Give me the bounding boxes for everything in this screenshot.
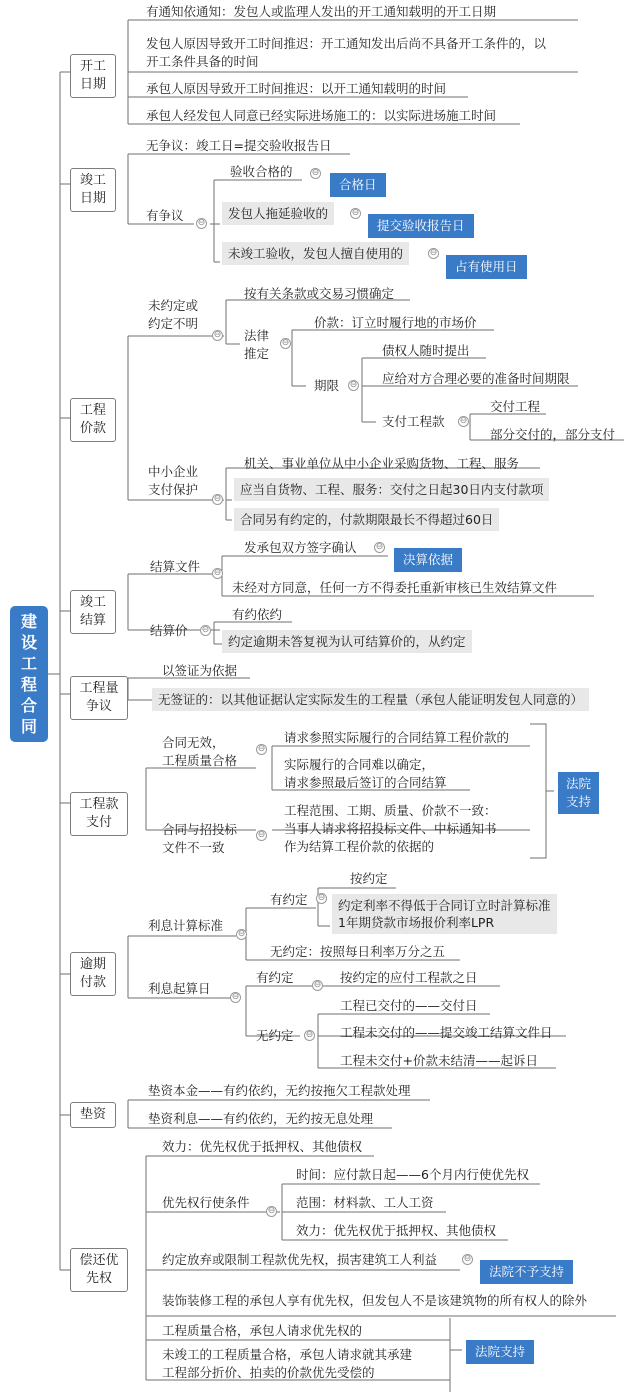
- quantity-item: 以签证为依据: [162, 663, 238, 678]
- condition-item: 时间：应付款日起——6个月内行使优先权: [296, 1167, 529, 1182]
- collapse-toggle-icon[interactable]: ⊖: [463, 1254, 472, 1264]
- category-project-price[interactable]: 工程 价款: [70, 398, 116, 442]
- collapse-toggle-icon[interactable]: ⊖: [351, 208, 360, 218]
- invalid-contract-label: 合同无效， 工程质量合格: [162, 735, 238, 768]
- collapse-toggle-icon[interactable]: ⊖: [257, 830, 266, 840]
- collapse-toggle-icon[interactable]: ⊖: [311, 168, 320, 178]
- priority-item: 装饰装修工程的承包人享有优先权，但发包人不是该建筑物的所有权人的除外: [162, 1293, 588, 1308]
- collapse-toggle-icon[interactable]: ⊖: [213, 330, 222, 340]
- category-overdue-payment[interactable]: 逾期 付款: [70, 952, 116, 996]
- collapse-toggle-icon[interactable]: ⊖: [429, 248, 438, 258]
- legal-presumption: 法律 推定: [244, 328, 270, 361]
- price-item: 价款：订立时履行地的市场价: [314, 315, 477, 330]
- interest-start-label: 利息起算日: [148, 981, 211, 996]
- settlement-price-label: 结算价: [150, 623, 188, 638]
- settlement-item: 有约依约: [232, 607, 283, 622]
- overdue-item: 按约定: [350, 871, 388, 886]
- tag-qualified-date: 合格日: [330, 173, 386, 197]
- collapse-toggle-icon[interactable]: ⊖: [459, 416, 468, 426]
- pay-item: 交付工程: [490, 399, 541, 414]
- collapse-toggle-icon[interactable]: ⊖: [257, 744, 266, 754]
- category-advance-funding[interactable]: 垫资: [70, 1102, 116, 1128]
- priority-item: 工程质量合格，承包人请求优先权的: [162, 1323, 363, 1338]
- dispute-item: 发包人拖延验收的: [222, 202, 334, 225]
- payment-item: 工程范围、工期、质量、价款不一致： 当事人请求将招投标文件、中标通知书 作为结算工程价款的依据的: [284, 803, 497, 854]
- dispute-label: 有争议: [146, 208, 184, 223]
- collapse-toggle-icon[interactable]: ⊖: [213, 568, 222, 578]
- quantity-item: 无签证的：以其他证据认定实际发生的工程量（承包人能证明发包人同意的）: [152, 688, 589, 711]
- category-final-settlement[interactable]: 竣工 结算: [70, 590, 116, 634]
- sme-item: 应当自货物、工程、服务：交付之日起30日内支付款项: [234, 478, 549, 501]
- settlement-item: 发承包双方签字确认: [244, 540, 357, 555]
- category-start-date[interactable]: 开工 日期: [70, 54, 116, 98]
- pay-item: 部分交付的，部分支付: [490, 427, 616, 442]
- start-none-label: 无约定: [256, 1028, 294, 1043]
- start-date-item: 有通知依通知：发包人或监理人发出的开工通知载明的开工日期: [146, 4, 497, 19]
- overdue-item: 按约定的应付工程款之日: [340, 970, 478, 985]
- condition-item: 效力：优先权优于抵押权、其他债权: [296, 1223, 497, 1238]
- overdue-item: 约定利率不得低于合同订立时計算标准 1年期贷款市场报价利率LPR: [332, 894, 557, 934]
- collapse-toggle-icon[interactable]: ⊖: [375, 542, 384, 552]
- collapse-toggle-icon[interactable]: ⊖: [349, 380, 358, 390]
- payment-item: 实际履行的合同难以确定， 请求参照最后签订的合同结算: [284, 757, 447, 790]
- collapse-toggle-icon[interactable]: ⊖: [317, 893, 326, 903]
- start-date-item: 承包人原因导致开工时间推迟：以开工通知载明的时间: [146, 81, 447, 96]
- start-date-item: 发包人原因导致开工时间推迟：开工通知发出后尚不具备开工条件的，以: [146, 36, 547, 51]
- collapse-toggle-icon[interactable]: ⊖: [201, 625, 210, 635]
- condition-item: 范围：材料款、工人工资: [296, 1195, 434, 1210]
- collapse-toggle-icon[interactable]: ⊖: [237, 929, 246, 939]
- interest-standard-label: 利息计算标准: [148, 918, 224, 933]
- settlement-doc-label: 结算文件: [150, 559, 201, 574]
- start-agreed-label: 有约定: [256, 970, 294, 985]
- priority-item: 约定放弃或限制工程款优先权，损害建筑工人利益: [162, 1252, 438, 1267]
- agreed-label: 有约定: [270, 892, 308, 907]
- overdue-item: 工程未交付的——提交竣工结算文件日: [340, 1025, 553, 1040]
- term-item: 债权人随时提出: [382, 343, 470, 358]
- term-label: 期限: [314, 378, 340, 393]
- collapse-toggle-icon[interactable]: ⊖: [267, 1206, 276, 1216]
- collapse-toggle-icon[interactable]: ⊖: [213, 494, 222, 504]
- mismatch-label: 合同与招投标 文件不一致: [162, 822, 238, 855]
- settlement-item: 约定逾期未答复视为认可结算价的，从约定: [222, 630, 472, 653]
- tag-court-support: 法院支持: [466, 1340, 534, 1364]
- start-date-item: 承包人经发包人同意已经实际进场施工的：以实际进场施工时间: [146, 108, 497, 123]
- no-dispute-text: 无争议：竣工日=提交验收报告日: [146, 138, 332, 153]
- term-item: 应给对方合理必要的准备时间期限: [382, 371, 570, 386]
- overdue-item: 工程已交付的——交付日: [340, 998, 478, 1013]
- dispute-item: 验收合格的: [230, 164, 293, 179]
- collapse-toggle-icon[interactable]: ⊖: [313, 980, 322, 990]
- overdue-item: 无约定：按照每日利率万分之五: [270, 944, 446, 959]
- condition-label: 优先权行使条件: [162, 1195, 250, 1210]
- sme-item: 机关、事业单位从中小企业采购货物、工程、服务: [244, 456, 520, 471]
- tag-occupancy-date: 占有使用日: [446, 255, 527, 279]
- root-node[interactable]: 建设工程合同: [10, 606, 48, 742]
- start-date-item: 开工条件具备的时间: [146, 54, 259, 69]
- priority-item: 未竣工的工程质量合格，承包人请求就其承建 工程部分折价、拍卖的价款优先受偿的: [162, 1347, 413, 1380]
- collapse-toggle-icon[interactable]: ⊖: [305, 1030, 314, 1040]
- tag-report-date: 提交验收报告日: [368, 214, 474, 238]
- overdue-item: 工程未交付+价款未结清——起诉日: [340, 1053, 538, 1068]
- advance-item: 垫资本金——有约依约，无约按拖欠工程款处理: [148, 1083, 411, 1098]
- dispute-item: 未竣工验收，发包人擅自使用的: [222, 242, 409, 265]
- collapse-toggle-icon[interactable]: ⊖: [231, 992, 240, 1002]
- tag-settlement-basis: 决算依据: [394, 548, 462, 572]
- collapse-toggle-icon[interactable]: ⊖: [281, 338, 290, 348]
- tag-court-support: 法院 支持: [558, 772, 599, 814]
- collapse-toggle-icon[interactable]: ⊖: [197, 218, 206, 228]
- category-quantity-dispute[interactable]: 工程量 争议: [70, 676, 128, 720]
- sme-label: 中小企业 支付保护: [148, 464, 199, 497]
- settlement-item: 未经对方同意，任何一方不得委托重新审核已生效结算文件: [232, 580, 558, 595]
- priority-item: 效力：优先权优于抵押权、其他债权: [162, 1139, 363, 1154]
- category-payment[interactable]: 工程款 支付: [70, 792, 128, 836]
- tag-court-not-support: 法院不予支持: [480, 1260, 573, 1284]
- price-branch: 未约定或 约定不明: [148, 298, 199, 331]
- pay-label: 支付工程款: [382, 414, 445, 429]
- sme-item: 合同另有约定的，付款期限最长不得超过60日: [234, 508, 499, 531]
- price-item: 按有关条款或交易习惯确定: [244, 286, 395, 301]
- category-priority-right[interactable]: 偿还优 先权: [70, 1248, 128, 1292]
- category-completion-date[interactable]: 竣工 日期: [70, 168, 116, 212]
- advance-item: 垫资利息——有约依约，无约按无息处理: [148, 1111, 374, 1126]
- payment-item: 请求参照实际履行的合同结算工程价款的: [284, 730, 510, 745]
